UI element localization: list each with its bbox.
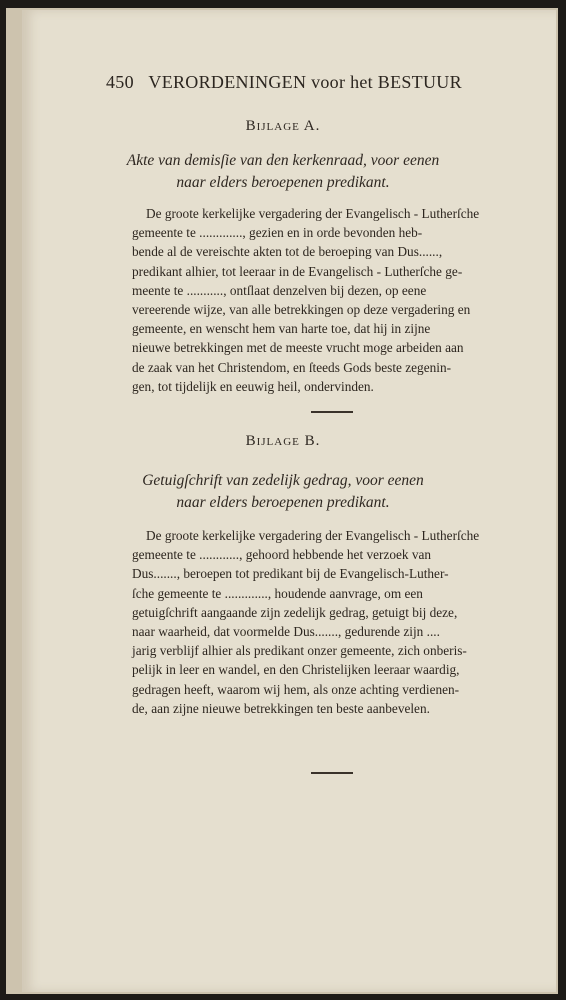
appendix-b-line: getuigſchrift aangaande zijn zedelijk gedrag, getuigt bij deze,: [132, 604, 458, 620]
appendix-b-line: pelijk in leer en wandel, en den Christelijken leeraar waardig,: [132, 662, 460, 678]
appendix-b-subtitle-2: naar elders beroepenen predikant.: [176, 494, 390, 511]
appendix-b-line: jarig verblijf alhier als predikant onzer gemeente, zich onberis-: [132, 643, 467, 659]
appendix-a-line: vereerende wijze, van alle betrekkingen op deze vergadering en: [132, 302, 471, 318]
appendix-a-line: gen, tot tijdelijk en eeuwig heil, ondervinden.: [132, 378, 374, 394]
appendix-a-line: nieuwe betrekkingen met de meeste vrucht moge arbeiden aan: [132, 340, 464, 356]
appendix-a-line: predikant alhier, tot leeraar in de Evangelisch - Lutherſche ge-: [132, 263, 463, 279]
appendix-a-line: gemeente te ............., gezien en in orde bevonden heb-: [132, 225, 423, 241]
appendix-b-line: De groote kerkelijke vergadering der Evangelisch - Lutherſche: [146, 528, 480, 543]
section-divider: [311, 411, 353, 413]
appendix-b-body: [132, 526, 527, 718]
appendix-a-line: meente te ..........., ontſlaat denzelven bij dezen, op eene: [132, 282, 427, 298]
appendix-a-line: gemeente, en wenscht hem van harte toe, dat hij in zijne: [132, 321, 431, 337]
appendix-b-line: gedragen heeft, waarom wij hem, als onze achting verdienen-: [132, 681, 460, 697]
appendix-a-subtitle-1: Akte van demisſie van den kerkenraad, voor eenen: [126, 152, 440, 169]
appendix-b-line: naar waarheid, dat voormelde Dus......., gedurende zijn ....: [132, 624, 440, 640]
appendix-b-line: gemeente te ............, gehoord hebbende het verzoek van: [132, 547, 432, 563]
appendix-b-line: ſche gemeente te ............., houdende aanvrage, om een: [132, 585, 423, 601]
appendix-a-body: [132, 204, 527, 396]
appendix-a-title: Bijlage A.: [245, 118, 321, 134]
closing-divider: [311, 772, 353, 774]
appendix-a-line: De groote kerkelijke vergadering der Evangelisch - Lutherſche: [146, 206, 480, 221]
running-title: VERORDENINGEN voor het BESTUUR: [148, 72, 462, 92]
page-number: 450: [106, 72, 134, 92]
appendix-a-subtitle-2: naar elders beroepenen predikant.: [176, 174, 390, 191]
appendix-b-subtitle-1: Getuigſchrift van zedelijk gedrag, voor eenen: [142, 472, 424, 489]
appendix-a-line: de zaak van het Christendom, en ſteeds Gods beste zegenin-: [132, 359, 452, 375]
appendix-a-line: bende al de vereischte akten tot de beroeping van Dus......,: [132, 244, 443, 260]
appendix-b-line: de, aan zijne nieuwe betrekkingen ten beste aanbevelen.: [132, 700, 430, 716]
appendix-b-title: Bijlage B.: [245, 433, 321, 449]
appendix-b-line: Dus......., beroepen tot predikant bij de Evangelisch-Luther-: [132, 566, 449, 582]
running-header: [106, 72, 486, 93]
